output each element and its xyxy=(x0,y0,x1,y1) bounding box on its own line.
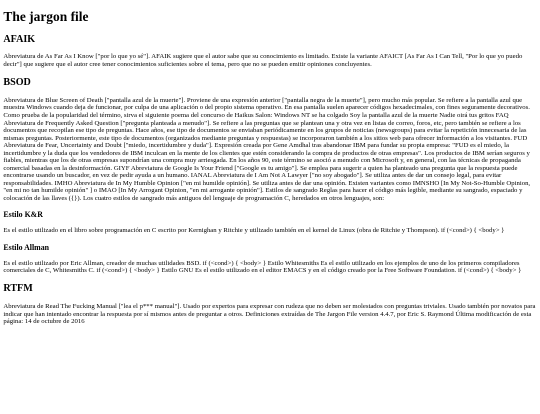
entry-estilo-allman xyxy=(3,243,536,275)
entry-estilo-kr xyxy=(3,210,536,234)
style-heading-allman: Estilo Allman xyxy=(3,242,50,252)
style-heading-kr: Estilo K&R xyxy=(3,210,43,220)
term-definition-afaik: Abreviatura de As Far As I Know ["por lo que yo sé"]. AFAIK sugiere que el autor sabe que su conocimiento es limitado. Existe la variante AFAICT [As Far As I Can Tell, "Por lo que yo puedo decir"] que sugiere que el autor cree tener conocimientos suficientes sobre el tema, pero que no se pueden emitir opiniones concluyentes. xyxy=(3,53,523,68)
entry-bsod xyxy=(3,77,536,203)
term-definition-bsod: Abreviatura de Blue Screen of Death ["pantalla azul de la muerte"]. Proviene de una expresión anterior ["pantalla negra de la muerte"], pero mucho más popular. Se refiere a la pantalla azul que muestra Windows cuando deja de funcionar, por culpa de una aplicación o del propio sistema operativo. En esa pantalla suelen aparecer códigos hexadecimales, con fines seguramente decorativos. Como prueba de la popularidad del término, sirva el siguiente poema del concurso de Haikus Salon: Windows NT se ha colgado Soy la pantalla azul de la muerte Nadie oirá tus gritos FAQ Abreviatura de Frequently Asked Question ["pregunta planteada a menudo"]. Se refiere a las preguntas que se plantean una y otra vez en listas de correo, foros, etc, pero también se refiere a los documentos que recopilan ese tipo de preguntas. Hace años, ese tipo de documentos se enviaban periódicamente en los grupos de noticias (newsgroups) para evitar la repetición innecesaria de las mismas preguntas. Posteriormente, este tipo de documentos (organizados mediante preguntas y respuestas) se incorporaron también a los sitios web para ofrecer información a los visitantes. FUD Abreviatura de Fear, Uncertainty and Doubt ["miedo, incertidumbre y duda"]. Expresión creada por Gene Amdhal tras abandonar IBM para fundar su propia empresa: "FUD es el miedo, la incertidumbre y la duda que los vendedores de IBM inculcan en la mente de los clientes que estén considerando la compra de productos de otras empresas". Los productos de IBM serían seguros y fiables, mientras que los de otras empresas supondrían una compra muy arriesgada. En los años 90, este término se asoció a menudo con Microsoft y, en general, con las técnicas de propaganda comercial basadas en la desinformación. GIYF Abreviatura de Google Is Your Friend ["Google es tu amigo"]. Se emplea para sugerir a quien ha planteado una pregunta que la respuesta puede encontrarse usando un buscador, en vez de pedir ayuda a un humano. IANAL Abreviatura de I Am Not A Lawyer ["no soy abogado"]. Se utiliza antes de dar un consejo legal, para evitar responsabilidades. IMHO Abreviatura de In My Humble Opinion ["en mi humilde opinión]. Se utiliza antes de dar una opinión. Existen variantes como IMNSHO [In My Not-So-Humble Opinion, "en mi no tan humilde opinión" ] o IMAO [In My Arrogant Opinion, "en mi arrogante opinión"]. Estilos de sangrado Reglas para hacer el código más legible, mediante su sangrado, espaciado y colocación de las llaves ({}). Los cuatro estilos de sangrado más antiguos del lenguaje de programación C, heredados en otros lenguajes, son: xyxy=(3,96,531,202)
term-heading-bsod: BSOD xyxy=(3,76,31,88)
style-definition-allman: Es el estilo utilizado por Eric Allman, creador de muchas utilidades BSD. if (<cond>) { <body> } Estilo Whitesmiths Es el estilo utilizado en los ejemplos de uno de los primeros compiladores comerciales de C, Whitesmiths C. if (<cond>) { <body> } Estilo GNU Es el estilo utilizado en el editor EMACS y en el código creado por la Free Software Foundation. if (<cond>) { <body> } xyxy=(3,259,522,275)
style-definition-kr: Es el estilo utilizado en el libro sobre programación en C escrito por Kernighan y Ritchie y utilizado también en el kernel de Linux (obra de Ritchie y Thompson). if (<cond>) { <body> } xyxy=(3,227,505,235)
term-definition-rtfm: Abreviatura de Read The Fucking Manual ["lea el p*** manual"]. Usado por expertos para expresar con rudeza que no deben ser molestados con preguntas triviales. Usado también por novatos para indicar que han intentado encontrar la respuesta por sí mismos antes de preguntar a otros. Definiciones extraídas de The Jargon File version 4.4.7, por Eric S. Raymond Última modificación de esta página: 14 de octubre de 2016 xyxy=(3,303,536,326)
page-title: The jargon file xyxy=(3,9,89,24)
entry-afaik xyxy=(3,34,536,69)
term-heading-rtfm: RTFM xyxy=(3,283,33,295)
term-heading-afaik: AFAIK xyxy=(3,33,36,45)
jargon-document xyxy=(0,9,540,326)
entry-rtfm xyxy=(3,283,536,326)
